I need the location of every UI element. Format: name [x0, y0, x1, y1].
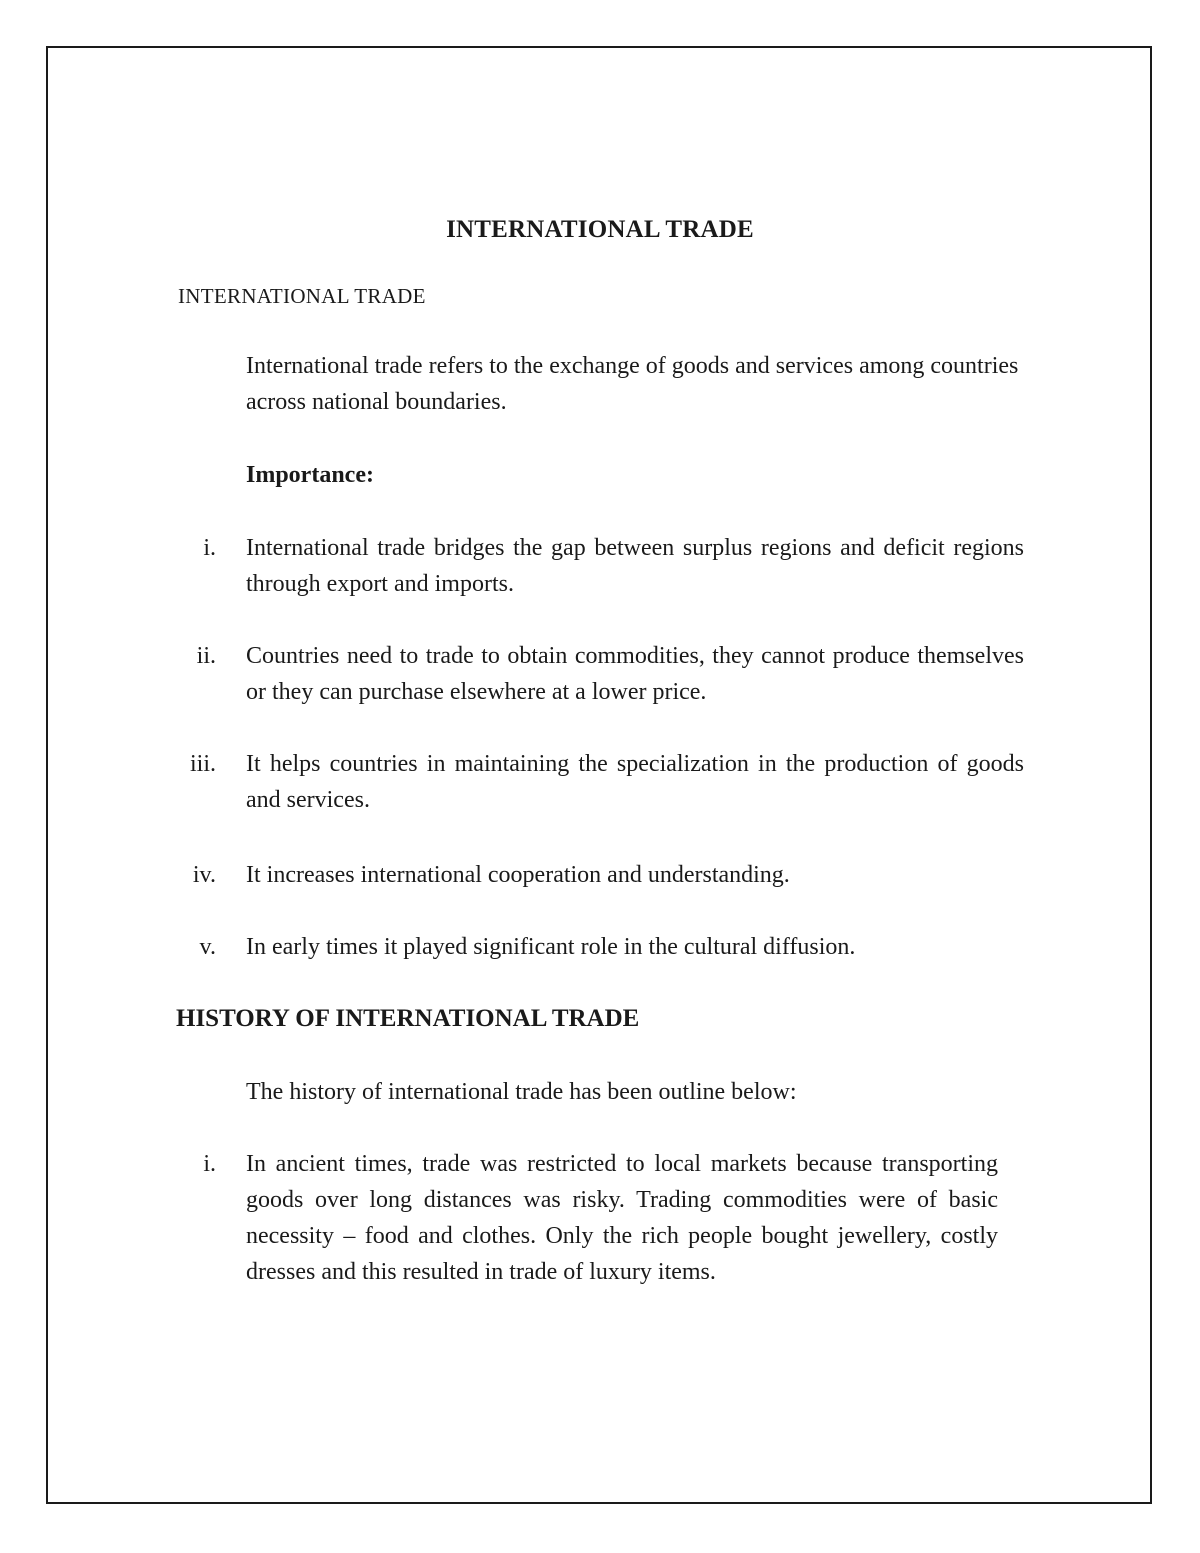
importance-heading: Importance: — [246, 462, 374, 488]
list-marker: i. — [203, 1151, 216, 1177]
list-item-text: International trade bridges the gap between surplus regions and deficit regions through export and imports. — [246, 535, 1024, 597]
list-marker: ii. — [196, 643, 216, 669]
list-item-text: It helps countries in maintaining the specialization in the production of goods and services. — [246, 751, 1024, 813]
list-item-text: Countries need to trade to obtain commodities, they cannot produce themselves or they can purchase elsewhere at a lower price. — [246, 643, 1024, 705]
sub-heading: INTERNATIONAL TRADE — [178, 284, 426, 308]
list-marker: v. — [199, 934, 216, 960]
list-marker: i. — [203, 535, 216, 561]
history-intro-paragraph: The history of international trade has been outline below: — [246, 1079, 797, 1105]
document-title: INTERNATIONAL TRADE — [446, 216, 754, 243]
intro-paragraph: International trade refers to the exchange of goods and services among countries across national boundaries. — [246, 353, 1019, 415]
list-marker: iv. — [192, 862, 216, 888]
history-heading: HISTORY OF INTERNATIONAL TRADE — [176, 1005, 640, 1032]
list-item-text: In early times it played significant role in the cultural diffusion. — [246, 934, 856, 960]
list-item-text: In ancient times, trade was restricted to local markets because transporting goods over long distances was risky. Trading commodities were of basic necessity – food and clothes. Only the rich people bought jewellery, costly dresses and this resulted in trade of luxury items. — [246, 1151, 998, 1285]
list-item-text: It increases international cooperation and understanding. — [246, 862, 790, 888]
list-marker: iii. — [189, 751, 216, 777]
